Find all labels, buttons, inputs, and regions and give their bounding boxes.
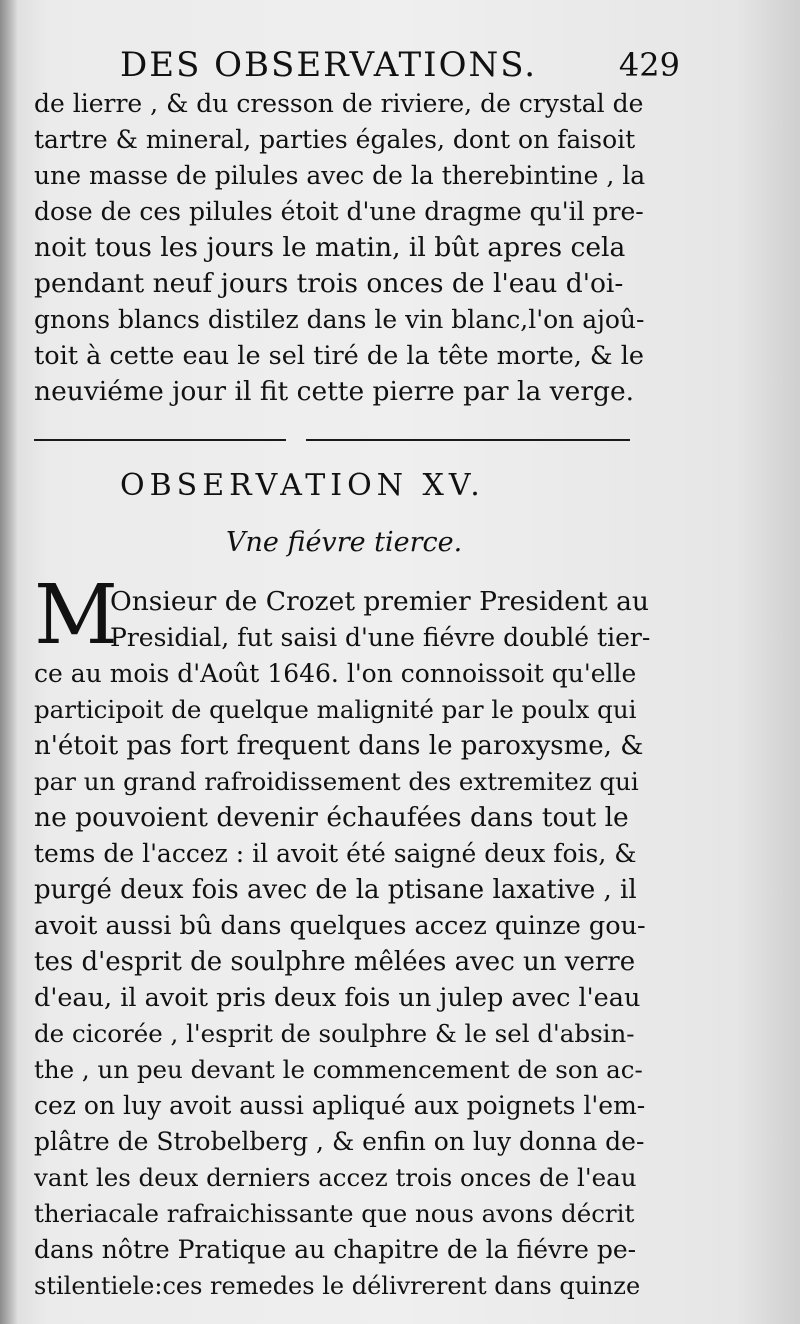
text-line: dose de ces pilules étoit d'une dragme qu'il pre- bbox=[34, 197, 644, 226]
text-line: avoit aussi bû dans quelques accez quinze gou- bbox=[34, 911, 646, 941]
text-line: neuviéme jour il fit cette pierre par la verge. bbox=[34, 376, 635, 407]
text-line: vant les deux derniers accez trois onces de l'eau bbox=[34, 1163, 637, 1192]
text-line: plâtre de Strobelberg , & enfin on luy donna de- bbox=[34, 1127, 645, 1156]
text-line: une masse de pilules avec de la therebintine , la bbox=[34, 161, 646, 190]
observation-title: OBSERVATION XV. bbox=[120, 468, 485, 503]
running-head: DES OBSERVATIONS. bbox=[120, 45, 538, 85]
text-line: Presidial, fut saisi d'une fiévre doublé tier- bbox=[110, 623, 650, 652]
text-line: noit tous les jours le matin, il bût apres cela bbox=[34, 232, 626, 263]
text-line: tes d'esprit de soulphre mêlées avec un verre bbox=[34, 947, 636, 977]
page-number: 429 bbox=[618, 46, 680, 84]
text-line: dans nôtre Pratique au chapitre de la fiévre pe- bbox=[34, 1235, 637, 1264]
page-header bbox=[120, 40, 680, 90]
text-line: ce au mois d'Août 1646. l'on connoissoit qu'elle bbox=[34, 659, 637, 688]
text-line: de lierre , & du cresson de riviere, de crystal de bbox=[34, 89, 644, 118]
text-line: n'étoit pas fort frequent dans le paroxysme, & bbox=[34, 731, 644, 761]
section-divider bbox=[34, 430, 630, 450]
observation-subtitle: Vne fiévre tierce. bbox=[226, 527, 463, 558]
text-line: theriacale rafraichissante que nous avons décrit bbox=[34, 1199, 635, 1228]
text-line: tartre & mineral, parties égales, dont on faisoit bbox=[34, 125, 636, 154]
divider-rule-left bbox=[34, 439, 286, 441]
divider-rule-right bbox=[306, 439, 630, 441]
text-line: de cicorée , l'esprit de soulphre & le sel d'absin- bbox=[34, 1019, 635, 1048]
text-line: stilentiele:ces remedes le délivrerent dans quinze bbox=[34, 1272, 641, 1300]
text-line: Onsieur de Crozet premier President au bbox=[110, 586, 649, 617]
text-line: par un grand rafroidissement des extremitez qui bbox=[34, 767, 639, 796]
text-line: pendant neuf jours trois onces de l'eau d'oi- bbox=[34, 268, 624, 299]
text-line: tems de l'accez : il avoit été saigné deux fois, & bbox=[34, 839, 637, 868]
text-line: d'eau, il avoit pris deux fois un julep avec l'eau bbox=[34, 983, 641, 1013]
text-line: ne pouvoient devenir échaufées dans tout le bbox=[34, 802, 629, 833]
drop-cap: M bbox=[34, 568, 118, 663]
text-line: the , un peu devant le commencement de son ac- bbox=[34, 1055, 643, 1084]
text-line: cez on luy avoit aussi apliqué aux poignets l'em- bbox=[34, 1091, 646, 1120]
text-line: participoit de quelque malignité par le poulx qui bbox=[34, 695, 637, 724]
text-line: purgé deux fois avec de la ptisane laxative , il bbox=[34, 875, 637, 905]
text-line: toit à cette eau le sel tiré de la tête morte, & le bbox=[34, 341, 644, 371]
text-line: gnons blancs distilez dans le vin blanc,l'on ajoû- bbox=[34, 305, 645, 334]
